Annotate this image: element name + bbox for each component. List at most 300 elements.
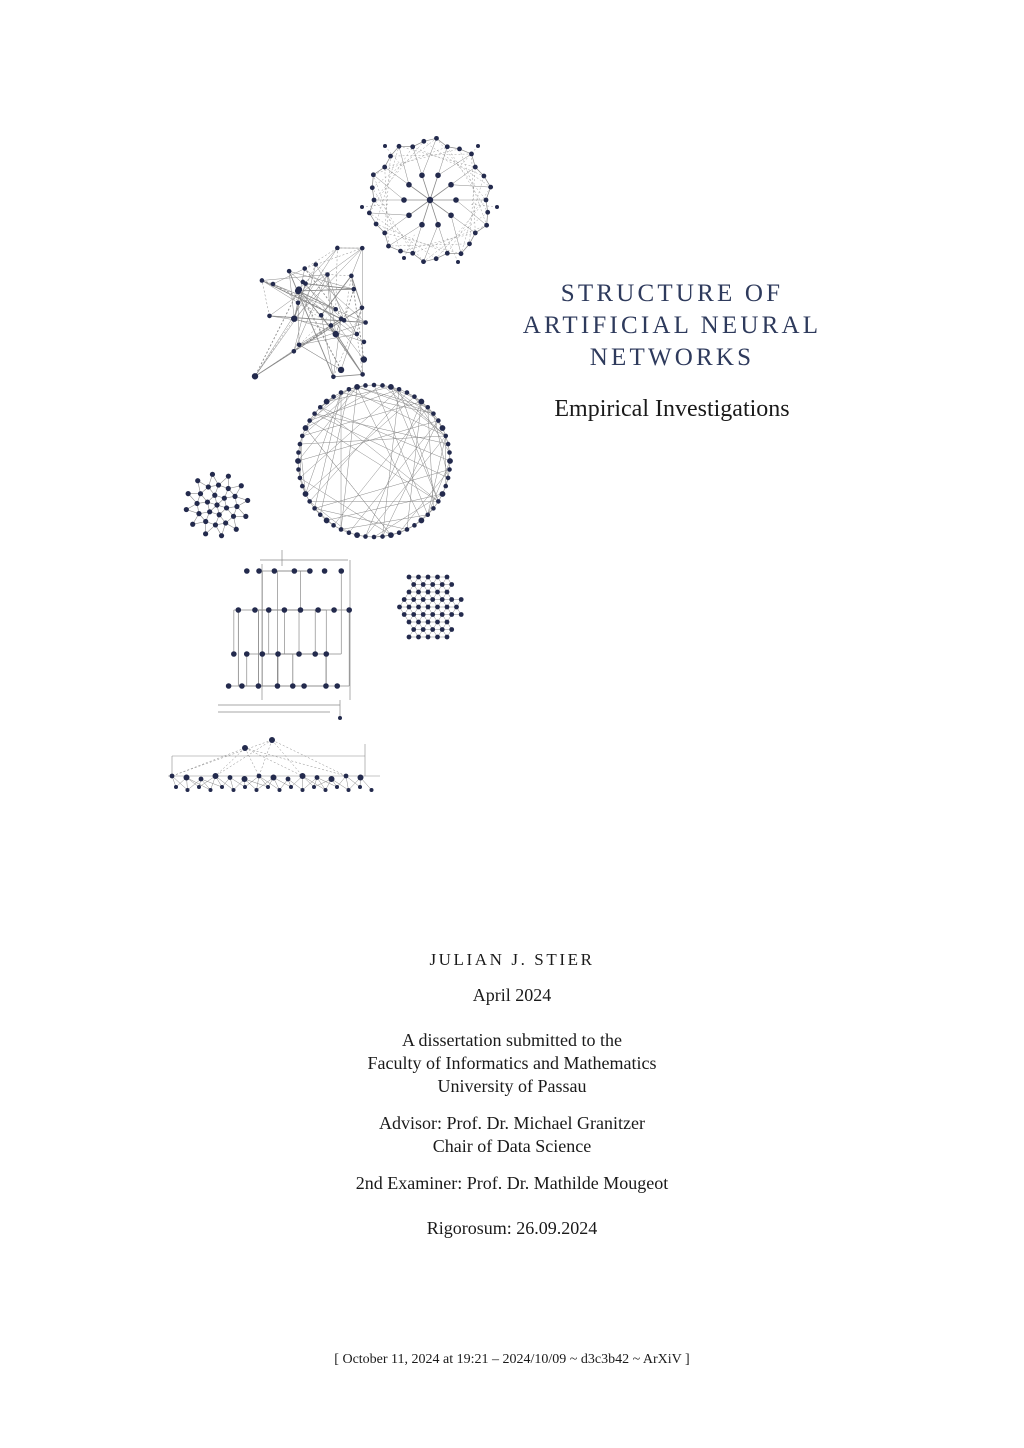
graph-node [199, 777, 204, 782]
graph-node [363, 320, 368, 325]
graph-node [313, 262, 318, 267]
graph-node [295, 288, 301, 294]
graph-edge [255, 291, 298, 376]
graph-node [363, 383, 368, 388]
graph-node [339, 390, 344, 395]
graph-node [416, 605, 421, 610]
graph-node [298, 476, 303, 481]
graph-node [358, 785, 362, 789]
graph-node [339, 527, 344, 532]
graph-edge [362, 204, 389, 207]
graph-edge [305, 269, 366, 323]
graph-node [448, 182, 454, 188]
graph-node [447, 458, 453, 464]
graph-node [469, 152, 474, 157]
graph-node [430, 582, 435, 587]
graph-node [186, 491, 191, 496]
graph-node [338, 568, 344, 574]
graph-node [416, 590, 421, 595]
graph-edge [424, 225, 439, 262]
graph-edge [315, 508, 334, 525]
graph-node [267, 314, 272, 319]
examiner: 2nd Examiner: Prof. Dr. Mathilde Mougeot [355, 1173, 669, 1193]
graph-node [260, 651, 266, 657]
graph-node [298, 442, 303, 447]
graph-node [210, 472, 215, 477]
graph-node [440, 612, 445, 617]
graph-node [426, 635, 431, 640]
graph-node [436, 499, 441, 504]
graph-edge [399, 389, 438, 501]
graph-node [256, 683, 262, 689]
graph-node [407, 620, 412, 625]
graph-node [397, 144, 402, 149]
layered-circuit-graph [218, 550, 352, 720]
graph-node [315, 607, 321, 613]
graph-node [347, 387, 352, 392]
graph-node [354, 532, 360, 538]
graph-edge [413, 225, 422, 254]
graph-node [291, 315, 297, 321]
graph-node [342, 318, 347, 323]
graph-node [402, 612, 407, 617]
graph-node [242, 776, 248, 782]
graph-node [416, 575, 421, 580]
footer-build-info: [ October 11, 2024 at 19:21 – 2024/10/09 ~ d3c3b42 ~ ArXiV ] [334, 1352, 690, 1367]
graph-node [301, 788, 305, 792]
graph-node [324, 518, 330, 524]
graph-edge [430, 200, 451, 215]
graph-edge [245, 748, 303, 776]
graph-node [196, 511, 201, 516]
graph-node [307, 568, 313, 574]
graph-edge [245, 748, 259, 776]
graph-edge [300, 436, 446, 444]
graph-node [296, 300, 301, 305]
graph-node [271, 282, 276, 287]
graph-node [275, 651, 281, 657]
graph-edge [365, 436, 445, 537]
graph-node [473, 165, 478, 170]
graph-node [300, 434, 305, 439]
graph-node [398, 249, 403, 254]
grid-graph [397, 575, 464, 640]
graph-node [426, 590, 431, 595]
graph-node [382, 231, 387, 236]
graph-node [344, 774, 349, 779]
graph-node [300, 484, 305, 489]
graph-node [222, 496, 227, 501]
graph-node [484, 223, 489, 228]
graph-node [402, 597, 407, 602]
graph-node [307, 418, 312, 423]
graph-node [325, 272, 330, 277]
graph-node [318, 405, 323, 410]
graph-node [445, 635, 450, 640]
graph-node [324, 788, 328, 792]
graph-node [347, 530, 352, 535]
graph-node [214, 502, 219, 507]
graph-node [217, 512, 222, 517]
graph-node [446, 442, 451, 447]
graph-node [287, 269, 292, 274]
graph-node [425, 405, 430, 410]
graph-node [219, 533, 224, 538]
graph-node [351, 287, 356, 292]
graph-edge [320, 407, 438, 501]
graph-node [435, 575, 440, 580]
graph-node [397, 530, 402, 535]
graph-edge [373, 147, 447, 175]
graph-node [421, 139, 426, 144]
graph-node [388, 154, 393, 159]
hexagonal-graph-small [184, 472, 251, 539]
graph-node [440, 425, 446, 431]
title-line-3: NETWORKS [589, 344, 755, 371]
graph-edge [456, 200, 487, 225]
graph-edge [430, 185, 451, 200]
graph-node [457, 147, 462, 152]
graph-node [244, 568, 250, 574]
graph-node [416, 635, 421, 640]
graph-node [212, 493, 217, 498]
graph-node [459, 612, 464, 617]
graph-node [278, 788, 282, 792]
graph-node [186, 788, 190, 792]
graph-node [430, 627, 435, 632]
graph-node [231, 651, 237, 657]
graph-node [445, 605, 450, 610]
graph-edge [294, 319, 364, 342]
graph-node [346, 607, 352, 613]
graph-node [405, 527, 410, 532]
graph-node [224, 505, 229, 510]
graph-node [296, 450, 301, 455]
graph-node [297, 342, 302, 347]
dissertation-line-3: University of Passau [437, 1076, 587, 1096]
graph-edge [438, 147, 447, 176]
graph-edge [272, 740, 346, 776]
graph-node [427, 197, 433, 203]
graph-node [232, 788, 236, 792]
graph-node [349, 274, 354, 279]
graph-node [454, 605, 459, 610]
random-graph-cluster [252, 246, 368, 380]
graph-node [370, 788, 374, 792]
graph-node [367, 210, 372, 215]
graph-node [435, 172, 441, 178]
graph-node [416, 620, 421, 625]
graph-edge [216, 748, 246, 776]
graph-node [421, 612, 426, 617]
graph-node [434, 136, 439, 141]
graph-node [226, 486, 231, 491]
graph-node [410, 251, 415, 256]
graph-edge [341, 387, 357, 530]
graph-edge [399, 470, 449, 533]
graph-edge [399, 146, 475, 167]
graph-node [406, 182, 412, 188]
graph-node [412, 523, 417, 528]
graph-node [234, 504, 239, 509]
graph-node [239, 683, 245, 689]
graph-node [243, 785, 247, 789]
graph-node [445, 144, 450, 149]
graph-node [488, 185, 493, 190]
graph-node [333, 307, 338, 312]
graph-node [484, 198, 489, 203]
graph-node [322, 568, 328, 574]
graph-node [440, 582, 445, 587]
graph-edge [447, 237, 458, 262]
title-line-2: ARTIFICIAL NEURAL [522, 312, 822, 339]
graph-edge [259, 740, 272, 776]
graph-node [213, 522, 218, 527]
graph-node [430, 597, 435, 602]
graph-node [271, 775, 277, 781]
graph-node [220, 785, 224, 789]
graph-edge [305, 248, 363, 268]
graph-node [372, 383, 377, 388]
graph-node [445, 575, 450, 580]
graph-node [318, 512, 323, 517]
graph-edge [269, 316, 365, 323]
graph-node [324, 399, 330, 405]
graph-node [360, 305, 365, 310]
graph-node [329, 776, 335, 782]
graph-node [243, 514, 248, 519]
graph-edge [409, 200, 430, 215]
graph-node [446, 476, 451, 481]
title-block [500, 278, 844, 423]
graph-node [360, 205, 364, 209]
graph-node [411, 597, 416, 602]
graph-node [386, 244, 391, 249]
graph-node [374, 222, 379, 227]
graph-node [440, 627, 445, 632]
graph-node [435, 222, 441, 228]
graph-edge [172, 740, 272, 776]
graph-node [411, 627, 416, 632]
graph-node [302, 266, 307, 271]
graph-edge [262, 280, 270, 315]
graph-node [319, 313, 324, 318]
graph-node [440, 491, 446, 497]
graph-node [419, 222, 425, 228]
graph-node [184, 775, 190, 781]
graph-node [307, 499, 312, 504]
advisor-line-2: Chair of Data Science [432, 1136, 592, 1156]
graph-node [447, 467, 452, 472]
graph-node [412, 394, 417, 399]
graph-node [170, 774, 175, 779]
graph-node [174, 785, 178, 789]
graph-node [397, 605, 402, 610]
graph-node [406, 212, 412, 218]
graph-node [244, 651, 250, 657]
graph-node [296, 651, 302, 657]
graph-node [331, 394, 336, 399]
graph-edge [422, 175, 430, 200]
graph-node [312, 651, 318, 657]
graph-node [290, 683, 296, 689]
graph-node [245, 498, 250, 503]
graph-node [459, 597, 464, 602]
graph-node [275, 683, 281, 689]
graph-edge [373, 175, 404, 200]
graph-node [418, 518, 424, 524]
graph-node [228, 775, 233, 780]
graph-node [449, 612, 454, 617]
graph-node [334, 683, 340, 689]
graph-node [371, 172, 376, 177]
graph-edge [422, 138, 437, 175]
graph-edge [430, 200, 438, 225]
graph-edge [262, 280, 298, 302]
graph-node [407, 605, 412, 610]
graph-node [255, 788, 259, 792]
graph-node [370, 185, 375, 190]
graph-node [456, 260, 460, 264]
graph-node [333, 331, 339, 337]
graph-node [434, 256, 439, 261]
graph-node [256, 568, 262, 574]
graph-node [372, 535, 377, 540]
graph-node [447, 450, 452, 455]
graph-node [347, 788, 351, 792]
graph-node [312, 785, 316, 789]
graph-edge [334, 407, 428, 525]
graph-edge [414, 508, 433, 525]
graph-node [425, 512, 430, 517]
graph-node [303, 491, 309, 497]
graph-node [329, 323, 334, 328]
graph-node [426, 605, 431, 610]
graph-node [421, 259, 426, 264]
graph-node [295, 458, 301, 464]
graph-edge [327, 275, 351, 276]
date: April 2024 [472, 985, 552, 1005]
graph-node [331, 523, 336, 528]
graph-node [449, 627, 454, 632]
graph-node [453, 197, 459, 203]
graph-edge [413, 225, 487, 253]
graph-node [372, 198, 377, 203]
graph-node [335, 785, 339, 789]
graph-node [269, 737, 275, 743]
graph-node [236, 607, 242, 613]
graph-node [355, 332, 360, 337]
graph-node [301, 683, 307, 689]
graph-node [257, 774, 262, 779]
graph-node [234, 527, 239, 532]
graph-node [382, 165, 387, 170]
graph-node [223, 520, 228, 525]
graph-edge [255, 319, 341, 376]
graph-node [407, 635, 412, 640]
graph-node [361, 356, 367, 362]
graph-node [436, 418, 441, 423]
graph-node [360, 372, 365, 377]
subtitle: Empirical Investigations [554, 396, 790, 422]
graph-node [354, 384, 360, 390]
graph-node [226, 683, 232, 689]
graph-edge [245, 748, 346, 776]
graph-node [260, 278, 265, 283]
graph-node [315, 775, 320, 780]
graph-node [485, 210, 490, 215]
graph-node [448, 212, 454, 218]
graph-edge [438, 225, 447, 254]
graph-node [362, 340, 367, 345]
graph-node [312, 411, 317, 416]
graph-edge [333, 374, 362, 376]
graph-node [205, 499, 210, 504]
graph-edge [344, 276, 351, 321]
author: JULIAN J. STIER [429, 950, 595, 969]
graph-node [445, 251, 450, 256]
graph-node [431, 411, 436, 416]
graph-node [407, 590, 412, 595]
graph-edge [298, 387, 357, 461]
graph-node [323, 651, 329, 657]
title-line-1: STRUCTURE OF [560, 280, 784, 307]
graph-node [380, 383, 385, 388]
graph-node [445, 620, 450, 625]
graph-edge [422, 200, 430, 225]
graph-node [418, 399, 424, 405]
advisor-line-1: Advisor: Prof. Dr. Michael Granitzer [379, 1113, 645, 1133]
graph-node [226, 474, 231, 479]
graph-node [421, 597, 426, 602]
graph-node [380, 534, 385, 539]
graph-edge [341, 308, 362, 370]
graph-node [363, 534, 368, 539]
graph-node [194, 501, 199, 506]
graph-node [190, 522, 195, 527]
graph-node [430, 612, 435, 617]
graph-node [476, 144, 480, 148]
graph-node [419, 172, 425, 178]
graph-node [435, 635, 440, 640]
graph-node [473, 231, 478, 236]
graph-node [292, 349, 297, 354]
graph-node [206, 484, 211, 489]
graph-node [252, 607, 258, 613]
dissertation-statement [262, 1029, 762, 1098]
graph-node [216, 482, 221, 487]
graph-edge [298, 470, 305, 494]
graph-node [410, 144, 415, 149]
layered-dag-graph [168, 737, 380, 792]
graph-node [184, 507, 189, 512]
graph-node [426, 575, 431, 580]
circular-graph-large [295, 383, 453, 540]
graph-edge [172, 748, 245, 776]
graph-node [296, 467, 301, 472]
graph-edge [332, 779, 349, 790]
graph-node [207, 509, 212, 514]
graph-node [266, 607, 272, 613]
graph-node [252, 373, 258, 379]
graph-node [282, 607, 288, 613]
graph-edge [374, 141, 424, 200]
graph-edge [310, 501, 349, 532]
graph-edge [298, 303, 299, 345]
graph-node [301, 280, 306, 285]
graph-node [383, 144, 387, 148]
graph-node [312, 506, 317, 511]
